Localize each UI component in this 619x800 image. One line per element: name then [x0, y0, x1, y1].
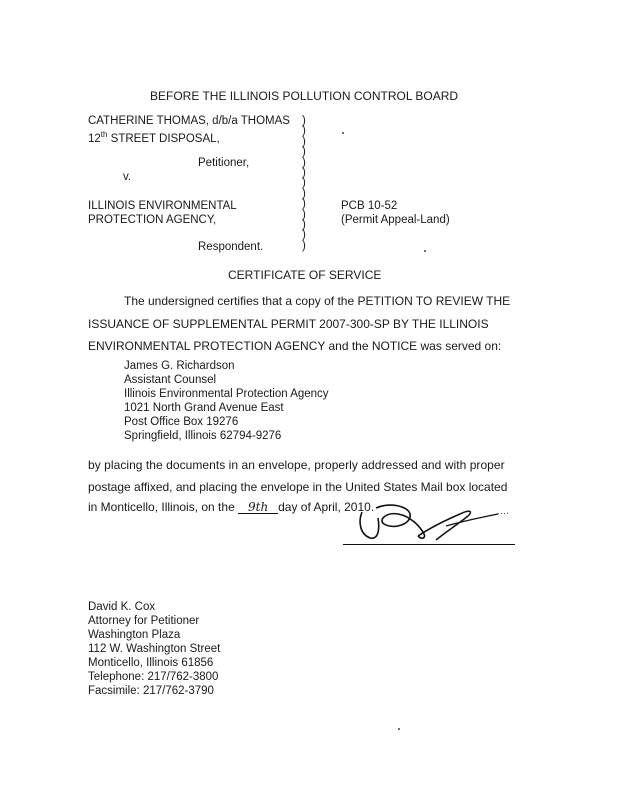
service-day-handwritten: 9th [238, 501, 278, 514]
attorney-role: Attorney for Petitioner [88, 615, 200, 627]
attorney-name: David K. Cox [88, 601, 156, 613]
case-number: PCB 10-52 [341, 200, 398, 212]
caption-party1-line1: CATHERINE THOMAS, d/b/a THOMAS [88, 115, 290, 127]
recipient-name: James G. Richardson [124, 360, 235, 372]
attorney-city: Monticello, Illinois 61856 [88, 657, 214, 669]
recipient-po-box: Post Office Box 19276 [124, 416, 239, 428]
caption-versus: v. [123, 171, 132, 183]
caption-petitioner: Petitioner, [198, 157, 250, 169]
attorney-street: 112 W. Washington Street [88, 643, 221, 655]
attorney-telephone: Telephone: 217/762-3800 [88, 671, 219, 683]
caption-parenthesis-column: ) ) ) ) ) ) ) ) ) ) ) ) ) [302, 115, 306, 252]
document-heading: BEFORE THE ILLINOIS POLLUTION CONTROL BOARD [150, 89, 459, 103]
signature-scribble [350, 500, 510, 548]
service-line-2: postage affixed, and placing the envelope in the United States Mail box located [88, 480, 508, 494]
service-line-3-prefix: in Monticello, Illinois, on the [88, 500, 235, 514]
recipient-street: 1021 North Grand Avenue East [124, 402, 284, 414]
service-line-3-suffix: day of April, 2010. [278, 500, 375, 514]
caption-party2-line1: ILLINOIS ENVIRONMENTAL [88, 200, 237, 212]
intro-line-3: ENVIRONMENTAL PROTECTION AGENCY and the NOTICE was served on: [88, 339, 502, 353]
certificate-title: CERTIFICATE OF SERVICE [228, 268, 382, 282]
scan-speck [424, 250, 426, 252]
attorney-facsimile: Facsimile: 217/762-3790 [88, 685, 214, 697]
caption-party2-line2: PROTECTION AGENCY, [88, 214, 217, 226]
recipient-title: Assistant Counsel [124, 374, 217, 386]
service-line-1: by placing the documents in an envelope, properly addressed and with proper [88, 458, 505, 472]
intro-line-2: ISSUANCE OF SUPPLEMENTAL PERMIT 2007-300-SP BY THE ILLINOIS [88, 317, 489, 331]
caption-respondent: Respondent. [198, 241, 264, 253]
recipient-agency: Illinois Environmental Protection Agency [124, 388, 329, 400]
scan-speck [342, 132, 344, 134]
intro-line-1: The undersigned certifies that a copy of the PETITION TO REVIEW THE [124, 294, 511, 308]
attorney-building: Washington Plaza [88, 629, 181, 641]
recipient-city: Springfield, Illinois 62794-9276 [124, 430, 282, 442]
caption-party1-line2: 12th STREET DISPOSAL, [88, 130, 220, 145]
case-type: (Permit Appeal-Land) [341, 214, 450, 226]
signature-line [343, 544, 515, 545]
service-line-3 [88, 500, 374, 514]
scan-speck [398, 728, 400, 730]
